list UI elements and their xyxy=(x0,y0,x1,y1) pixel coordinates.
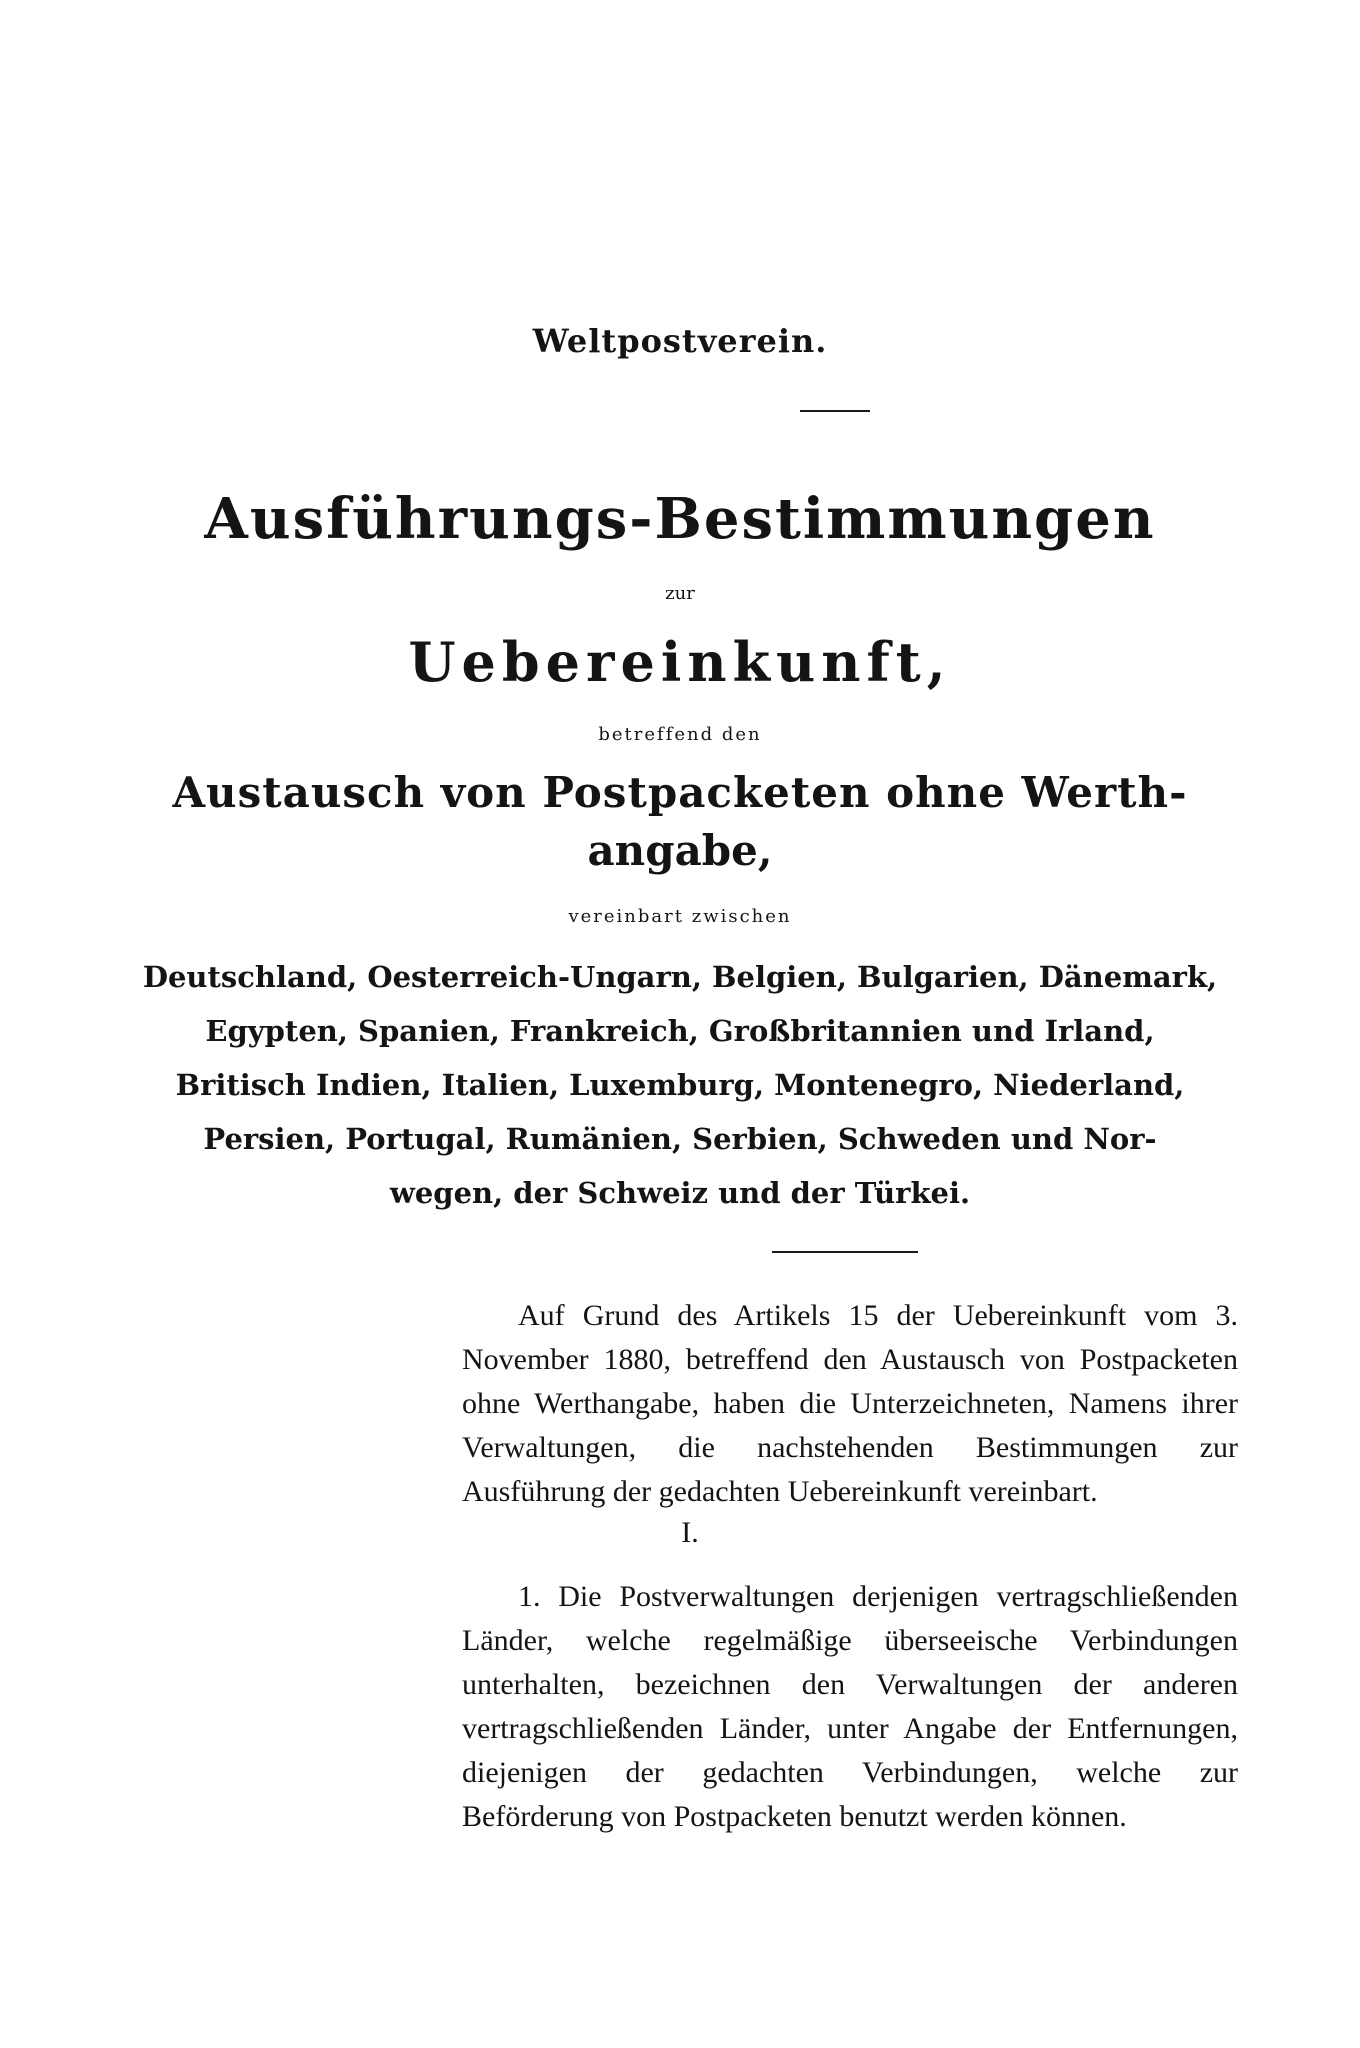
page-heading: Weltpostverein. xyxy=(532,322,828,360)
paragraph-1 xyxy=(462,1575,1238,1839)
heading-rule xyxy=(800,410,870,412)
countries-line-4: Persien, Portugal, Rumänien, Serbien, Schweden und Nor- xyxy=(203,1122,1157,1156)
title-subject-line-1: Austausch von Postpacketen ohne Werth- xyxy=(172,768,1188,817)
title-uebereinkunft: Uebereinkunft, xyxy=(408,630,952,694)
countries-rule xyxy=(772,1251,918,1253)
title-betreffend: betreffend den xyxy=(598,724,762,745)
title-vereinbart: vereinbart zwischen xyxy=(568,906,792,927)
countries-line-2: Egypten, Spanien, Frankreich, Großbritannien und Irland, xyxy=(205,1014,1155,1048)
section-numeral: I. xyxy=(681,1516,699,1549)
title-zur: zur xyxy=(665,583,695,604)
preamble-paragraph xyxy=(462,1294,1238,1514)
countries-line-1: Deutschland, Oesterreich-Ungarn, Belgien, Bulgarien, Dänemark, xyxy=(142,960,1218,994)
main-title: Ausführungs-Bestimmungen xyxy=(204,486,1156,552)
preamble-text: Auf Grund des Artikels 15 der Uebereinkunft vom 3. November 1880, betreffend den Austausch von Postpacketen ohne Werthangabe, haben die Unterzeichneten, Namens ihrer Verwaltungen, die nachstehenden Bestimmungen zur Ausführung der gedachten Uebereinkunft vereinbart. xyxy=(462,1299,1238,1508)
countries-line-3: Britisch Indien, Italien, Luxemburg, Montenegro, Niederland, xyxy=(175,1068,1185,1102)
paragraph-1-text: Die Postverwaltungen derjenigen vertragschließenden Länder, welche regelmäßige überseeische Verbindungen unterhalten, bezeichnen den Verwaltungen der anderen vertragschließenden Länder, unter Angabe der Entfernungen, diejenigen der gedachten Verbindungen, welche zur Beförderung von Postpacketen benutzt werden können. xyxy=(462,1580,1238,1833)
title-subject-line-2: angabe, xyxy=(587,826,773,875)
paragraph-1-number: 1. xyxy=(518,1580,541,1613)
countries-line-5: wegen, der Schweiz und der Türkei. xyxy=(389,1176,971,1210)
